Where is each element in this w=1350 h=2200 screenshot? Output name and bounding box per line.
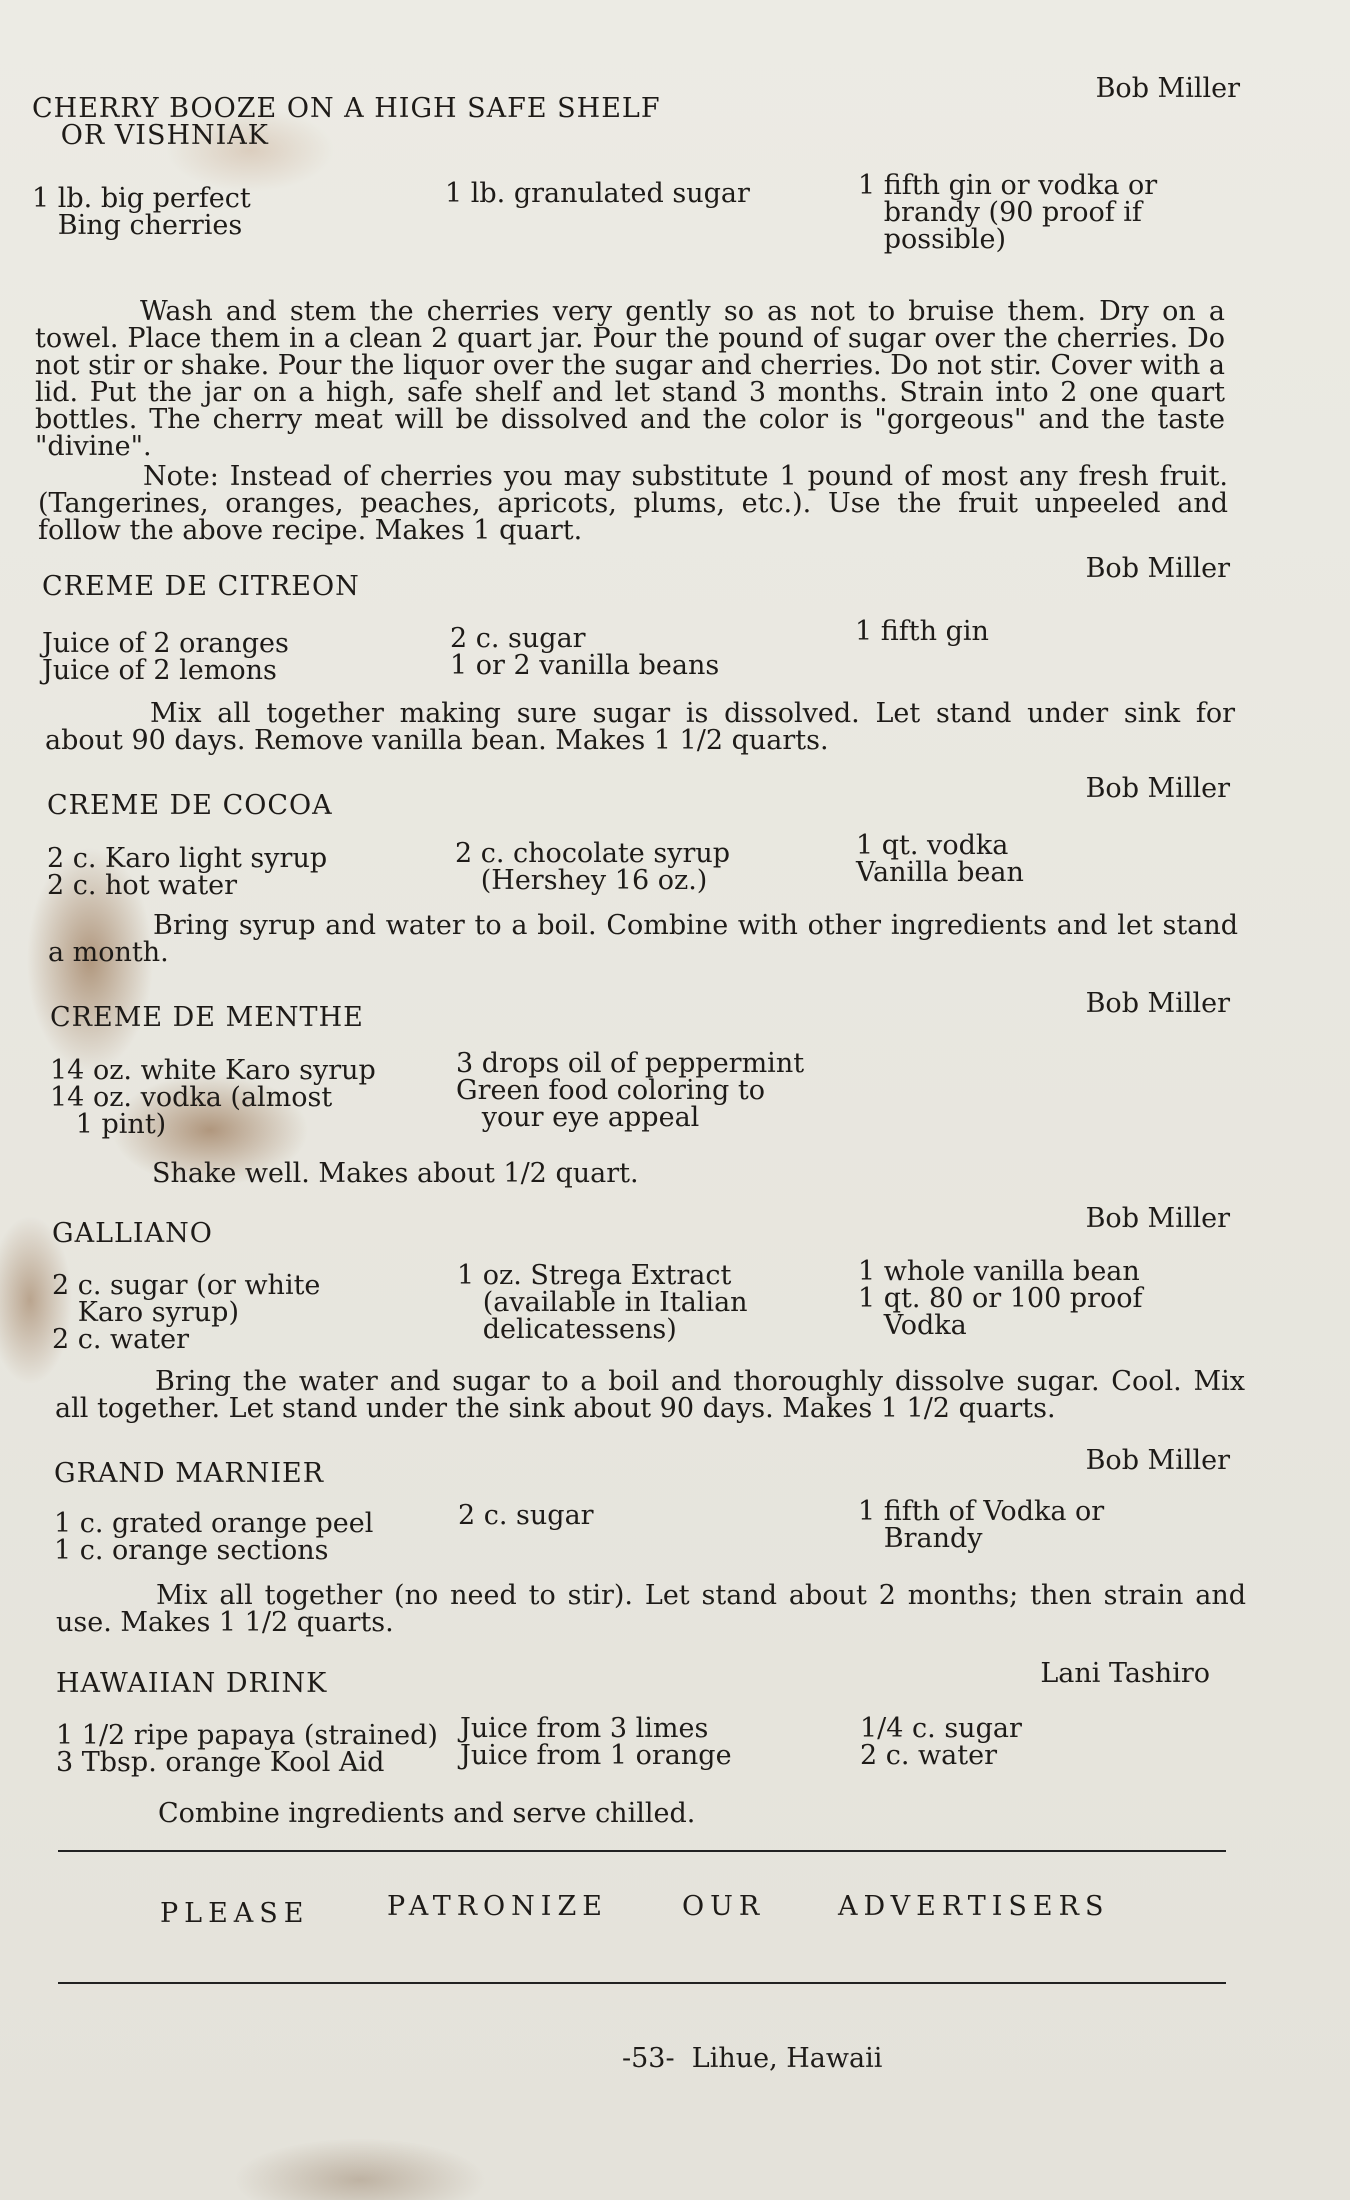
recipe-author: Bob Miller [1085, 1203, 1230, 1234]
ingredient-col-1: Juice of 2 oranges Juice of 2 lemons [42, 628, 289, 686]
ingredient-col-2: 3 drops oil of peppermint Green food coloring to your eye appeal [456, 1048, 805, 1133]
recipe-author: Lani Tashiro [1040, 1658, 1210, 1689]
ingredient-col-2: 1 oz. Strega Extract (available in Italian delicatessens) [457, 1260, 748, 1345]
recipe-title: GRAND MARNIER [54, 1458, 325, 1489]
recipe-title: CHERRY BOOZE ON A HIGH SAFE SHELF OR VISHNIAK [32, 93, 661, 151]
recipe-title: CREME DE COCOA [47, 790, 333, 821]
recipe-author: Bob Miller [1085, 553, 1230, 584]
advert-word: OUR [682, 1891, 766, 1922]
recipe-note: Note: Instead of cherries you may substitute 1 pound of most any fresh fruit. (Tangerines, oranges, peaches, apricots, plums, etc.). Use the fruit unpeeled and follow the above recipe. Makes 1 quart. [38, 461, 1228, 546]
ingredient-col-2: 2 c. sugar [458, 1500, 594, 1531]
ingredient-col-1: 1 lb. big perfect Bing cherries [32, 183, 251, 241]
ingredient-col-2: 2 c. sugar 1 or 2 vanilla beans [450, 623, 720, 681]
recipe-instructions: Bring the water and sugar to a boil and thoroughly dissolve sugar. Cool. Mix all together. Let stand under the sink about 90 days. Makes 1 1/2 quarts. [55, 1366, 1245, 1424]
ingredient-col-3: 1 fifth of Vodka or Brandy [858, 1496, 1105, 1554]
recipe-title: CREME DE MENTHE [50, 1002, 364, 1033]
recipe-instructions: Bring syrup and water to a boil. Combine with other ingredients and let stand a month. [48, 910, 1238, 968]
advert-word: PATRONIZE [387, 1891, 608, 1922]
ingredient-col-2: 2 c. chocolate syrup (Hershey 16 oz.) [455, 838, 731, 896]
recipe-title: CREME DE CITREON [42, 571, 360, 602]
page-footer: -53- Lihue, Hawaii [622, 2043, 883, 2074]
ingredient-col-3: 1 whole vanilla bean 1 qt. 80 or 100 proof Vodka [858, 1256, 1143, 1341]
ingredient-col-1: 2 c. Karo light syrup 2 c. hot water [47, 843, 328, 901]
recipe-instructions: Mix all together (no need to stir). Let stand about 2 months; then strain and use. Makes 1 1/2 quarts. [56, 1580, 1246, 1638]
recipe-author: Bob Miller [1085, 1445, 1230, 1476]
ingredient-col-1: 14 oz. white Karo syrup 14 oz. vodka (almost 1 pint) [50, 1055, 376, 1140]
recipe-title: GALLIANO [52, 1218, 213, 1249]
ingredient-col-3: 1 fifth gin [855, 616, 989, 647]
ingredient-col-1: 2 c. sugar (or white Karo syrup) 2 c. water [52, 1270, 321, 1355]
recipe-instructions: Wash and stem the cherries very gently so as not to bruise them. Dry on a towel. Place them in a clean 2 quart jar. Pour the pound of sugar over the cherries. Do not stir or shake. Pour the liquor over the sugar and cherries. Do not stir. Cover with a lid. Put the jar on a high, safe shelf and let stand 3 months. Strain into 2 one quart bottles. The cherry meat will be dissolved and the color is "gorgeous" and the taste "divine". [35, 296, 1225, 462]
ingredient-col-1: 1 1/2 ripe papaya (strained) 3 Tbsp. orange Kool Aid [56, 1720, 438, 1778]
recipe-author: Bob Miller [1095, 73, 1240, 104]
divider-top [58, 1850, 1226, 1852]
recipe-instructions: Combine ingredients and serve chilled. [158, 1798, 696, 1829]
advert-word: ADVERTISERS [838, 1891, 1110, 1922]
ingredient-col-3: 1 qt. vodka Vanilla bean [856, 830, 1024, 888]
recipe-instructions: Shake well. Makes about 1/2 quart. [152, 1158, 639, 1189]
recipe-title: HAWAIIAN DRINK [56, 1668, 328, 1699]
recipe-author: Bob Miller [1085, 988, 1230, 1019]
ingredient-col-3: 1 fifth gin or vodka or brandy (90 proof if possible) [858, 170, 1158, 255]
recipe-instructions: Mix all together making sure sugar is dissolved. Let stand under sink for about 90 days. Remove vanilla bean. Makes 1 1/2 quarts. [45, 698, 1235, 756]
recipe-author: Bob Miller [1085, 773, 1230, 804]
advert-word: PLEASE [160, 1898, 310, 1929]
ingredient-col-3: 1/4 c. sugar 2 c. water [860, 1713, 1022, 1771]
ingredient-col-2: 1 lb. granulated sugar [445, 178, 750, 209]
divider-bottom [58, 1982, 1226, 1984]
ingredient-col-1: 1 c. grated orange peel 1 c. orange sections [54, 1508, 374, 1566]
ingredient-col-2: Juice from 3 limes Juice from 1 orange [460, 1713, 732, 1771]
